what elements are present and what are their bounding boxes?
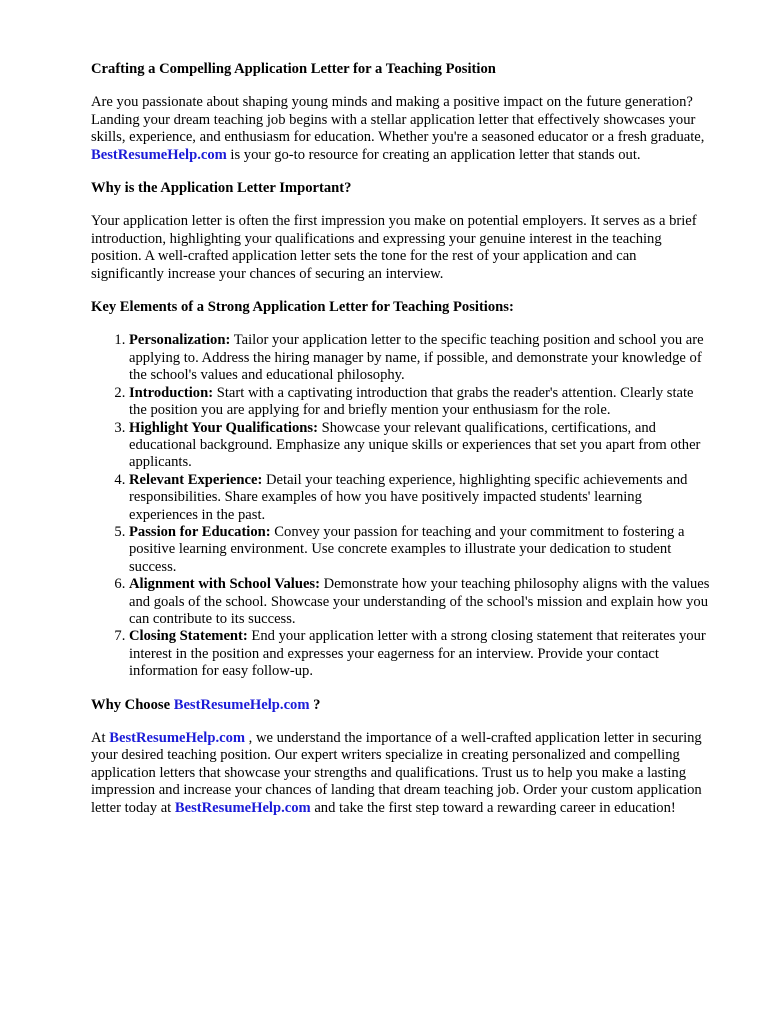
key-elements-heading: Key Elements of a Strong Application Letter for Teaching Positions: (91, 299, 514, 316)
list-item-term: Personalization: (129, 332, 231, 349)
list-item (129, 332, 713, 384)
why-important-paragraph: Your application letter is often the first impression you make on potential employers. It serves as a brief introduction, highlighting your qualifications and expressing your genuine interest in the teaching position. A well-crafted application letter sets the tone for the rest of your application and can significantly increase your chances of securing an interview. (91, 213, 697, 282)
list-item (129, 472, 713, 524)
intro-brand-link[interactable]: BestResumeHelp.com (91, 146, 227, 163)
intro-text-2: is your go-to resource for creating an application letter that stands out. (226, 146, 641, 163)
why-choose-heading (91, 697, 713, 714)
list-item-text: Start with a captivating introduction that grabs the reader's attention. Clearly state the position you are applying for and briefly mention your enthusiasm for the role. (129, 384, 694, 419)
why-choose-heading-prefix: Why Choose (91, 696, 174, 713)
list-item-term: Introduction: (129, 384, 214, 401)
key-elements-list (91, 332, 713, 680)
why-choose-heading-suffix: ? (309, 696, 321, 713)
why-choose-at: At (91, 730, 110, 746)
why-choose-brand-link-1[interactable]: BestResumeHelp.com (109, 730, 246, 746)
list-item-text: Convey your passion for teaching and your commitment to fostering a positive learning environment. Use concrete examples to illustrate your dedication to student success. (129, 523, 685, 575)
document-page (91, 61, 713, 833)
list-item-text: End your application letter with a strong closing statement that reiterates your interest in the position and expresses your eagerness for an interview. Provide your contact information for easy follow-up. (129, 628, 706, 680)
document-title: Crafting a Compelling Application Letter for a Teaching Position (91, 61, 496, 77)
list-item (129, 420, 713, 472)
list-item-text: Demonstrate how your teaching philosophy aligns with the values and goals of the school. Showcase your understanding of the school's mission and explain how you can contribute to its success. (129, 576, 710, 627)
why-choose-body-2: and take the first step toward a rewarding career in education! (310, 799, 676, 816)
why-important-heading: Why is the Application Letter Important? (91, 180, 352, 197)
list-item (129, 385, 713, 420)
list-item-term: Alignment with School Values: (129, 576, 320, 593)
list-item-term: Relevant Experience: (129, 471, 263, 488)
intro-text-1: Are you passionate about shaping young minds and making a positive impact on the future generation? Landing your dream teaching job begins with a stellar application letter that effectively showcases your skills, experience, and enthusiasm for education. Whether you're a seasoned educator or a fresh graduate, (91, 94, 705, 146)
list-item-text: Detail your teaching experience, highlighting specific achievements and responsibilities. Share examples of how you have positively impacted students' learning experiences in the past. (129, 471, 688, 523)
why-choose-brand-link-2[interactable]: BestResumeHelp.com (174, 799, 311, 816)
intro-paragraph (91, 94, 713, 164)
list-item-text: Tailor your application letter to the specific teaching position and school you are applying to. Address the hiring manager by name, if possible, and demonstrate your knowledge of the school's values and educational philosophy. (129, 332, 704, 384)
why-choose-body-1: , we understand the importance of a well-crafted application letter in securing your desired teaching position. Our expert writers specialize in creating personalized and compelling application letters that showcase your strengths and qualifications. Trust us to help you make a lasting impression and increase your chances of landing that dream teaching job. Order your custom application letter today at (91, 730, 702, 816)
list-item (129, 576, 713, 628)
why-choose-paragraph (91, 730, 713, 817)
list-item (129, 524, 713, 576)
list-item (129, 628, 713, 680)
list-item-term: Closing Statement: (129, 628, 248, 645)
list-item-term: Highlight Your Qualifications: (129, 419, 318, 436)
list-item-text: Showcase your relevant qualifications, certifications, and educational background. Emphasize any unique skills or experiences that set you apart from other applicants. (129, 419, 701, 471)
list-item-term: Passion for Education: (129, 523, 271, 540)
why-choose-brand-link[interactable]: BestResumeHelp.com (173, 696, 310, 713)
